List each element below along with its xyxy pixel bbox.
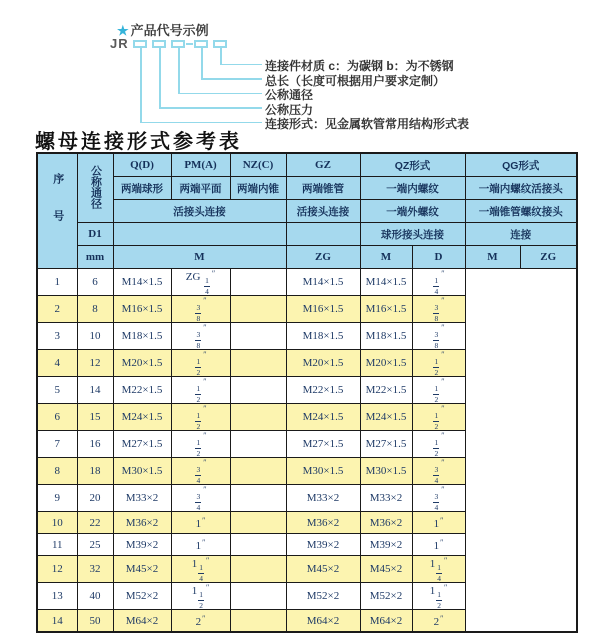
cell-qz-d: M52×2 (286, 583, 360, 610)
cell-zg: $\frac{3}{8}$ ″ (171, 296, 230, 323)
table-row (37, 583, 577, 610)
cell-qz-d: M36×2 (286, 512, 360, 534)
cell-mm: 25 (77, 534, 113, 556)
header-union-connection: 活接头连接 (113, 200, 286, 223)
table-row (37, 610, 577, 633)
connector-line (201, 78, 262, 80)
cell-m: M24×1.5 (113, 404, 171, 431)
cell-qg-m: M30×1.5 (360, 458, 412, 485)
cell-qz-m (230, 404, 286, 431)
cell-qz-d: M30×1.5 (286, 458, 360, 485)
cell-qz-d: M64×2 (286, 610, 360, 633)
cell-mm: 10 (77, 323, 113, 350)
header-gz-connection: 活接头连接 (286, 200, 360, 223)
cell-qg-m: M16×1.5 (360, 296, 412, 323)
table-row (37, 350, 577, 377)
cell-zg: 1 $\frac{1}{4}$ ″ (171, 556, 230, 583)
cell-no: 12 (37, 556, 77, 583)
cell-mm: 12 (77, 350, 113, 377)
cell-no: 3 (37, 323, 77, 350)
cell-m: M64×2 (113, 610, 171, 633)
cell-m: M16×1.5 (113, 296, 171, 323)
connector-line (159, 47, 161, 107)
cell-mm: 16 (77, 431, 113, 458)
cell-qz-d: M39×2 (286, 534, 360, 556)
header-qz-m: M (360, 246, 412, 269)
cell-no: 5 (37, 377, 77, 404)
table-row (37, 556, 577, 583)
cell-qz-d: M45×2 (286, 556, 360, 583)
connector-line (178, 47, 180, 93)
header-col-qz: QZ形式 (360, 153, 465, 177)
table-row (37, 377, 577, 404)
cell-qz-m (230, 296, 286, 323)
cell-no: 13 (37, 583, 77, 610)
cell-zg: $\frac{3}{4}$ ″ (171, 458, 230, 485)
header-qg-row3: 一端锥管螺纹接头 (465, 200, 577, 223)
cell-m: M52×2 (113, 583, 171, 610)
connector-line (140, 122, 262, 124)
header-qz-row2: 一端内螺纹 (360, 177, 465, 200)
cell-qz-m (230, 458, 286, 485)
cell-qg-m: M22×1.5 (360, 377, 412, 404)
cell-qg-zg: $\frac{3}{4}$ ″ (412, 458, 465, 485)
header-blank-1 (113, 223, 286, 246)
table-row (37, 296, 577, 323)
cell-qg-m: M45×2 (360, 556, 412, 583)
cell-mm: 14 (77, 377, 113, 404)
cell-m: M14×1.5 (113, 269, 171, 296)
cell-mm: 50 (77, 610, 113, 633)
cell-qz-d: M22×1.5 (286, 377, 360, 404)
header-d1: D1 (77, 223, 113, 246)
cell-qg-zg: 1 $\frac{1}{2}$ ″ (412, 583, 465, 610)
cell-zg: 1 $\frac{1}{2}$ ″ (171, 583, 230, 610)
cell-qg-m: M33×2 (360, 485, 412, 512)
cell-no: 6 (37, 404, 77, 431)
cell-qz-m (230, 485, 286, 512)
header-qg-row4: 连接 (465, 223, 577, 246)
cell-qg-m: M64×2 (360, 610, 412, 633)
cell-mm: 20 (77, 485, 113, 512)
cell-qg-zg: 1 $\frac{1}{4}$ ″ (412, 556, 465, 583)
diagram-label-4: 公称压力 (265, 102, 314, 117)
cell-qz-m (230, 556, 286, 583)
header-m-wide: M (113, 246, 286, 269)
cell-zg: $\frac{1}{2}$ ″ (171, 377, 230, 404)
cell-zg: $\frac{1}{2}$ ″ (171, 350, 230, 377)
cell-mm: 6 (77, 269, 113, 296)
cell-qg-m: M52×2 (360, 583, 412, 610)
cell-qg-m: M39×2 (360, 534, 412, 556)
cell-qg-m: M20×1.5 (360, 350, 412, 377)
cell-qg-m: M24×1.5 (360, 404, 412, 431)
cell-qz-d: M18×1.5 (286, 323, 360, 350)
cell-qg-m: M36×2 (360, 512, 412, 534)
cell-qg-m: M14×1.5 (360, 269, 412, 296)
cell-no: 9 (37, 485, 77, 512)
cell-m: M20×1.5 (113, 350, 171, 377)
diagram-label-3: 公称通径 (265, 88, 314, 102)
cell-qg-m: M27×1.5 (360, 431, 412, 458)
cell-qz-m (230, 610, 286, 633)
cell-mm: 32 (77, 556, 113, 583)
header-nz-desc: 两端内锥 (230, 177, 286, 200)
cell-qz-m (230, 377, 286, 404)
cell-qz-d: M20×1.5 (286, 350, 360, 377)
header-col-nz: NZ(C) (230, 153, 286, 177)
cell-qz-d: M33×2 (286, 485, 360, 512)
cell-no: 2 (37, 296, 77, 323)
cell-mm: 8 (77, 296, 113, 323)
header-mm: mm (77, 246, 113, 269)
cell-qz-m (230, 431, 286, 458)
table-title: 螺母连接形式参考表 (35, 129, 242, 153)
cell-mm: 18 (77, 458, 113, 485)
header-col-pm: PM(A) (171, 153, 230, 177)
cell-no: 7 (37, 431, 77, 458)
cell-qz-m (230, 583, 286, 610)
cell-zg: $\frac{1}{2}$ ″ (171, 431, 230, 458)
cell-qz-d: M16×1.5 (286, 296, 360, 323)
code-dash (186, 43, 193, 45)
table-header (37, 153, 577, 269)
cell-zg: 2″ (171, 610, 230, 633)
cell-qg-zg: $\frac{1}{2}$ ″ (412, 431, 465, 458)
cell-zg: $\frac{1}{2}$ ″ (171, 404, 230, 431)
cell-m: M27×1.5 (113, 431, 171, 458)
cell-zg: 1″ (171, 512, 230, 534)
diagram-label-5: 连接形式：见金属软管常用结构形式表 (265, 117, 470, 131)
table-row (37, 534, 577, 556)
header-col-qg: QG形式 (465, 153, 577, 177)
header-seq-text: 序号 (51, 172, 64, 247)
header-qg-row2: 一端内螺纹活接头 (465, 177, 577, 200)
product-code-heading-text: 产品代号示例 (130, 23, 209, 38)
cell-zg: 1″ (171, 534, 230, 556)
header-zg: ZG (286, 246, 360, 269)
cell-qg-zg: 2″ (412, 610, 465, 633)
cell-qz-m (230, 323, 286, 350)
connector-line (178, 93, 262, 95)
table-row (37, 404, 577, 431)
connector-line (220, 64, 262, 66)
cell-qg-zg: $\frac{3}{8}$ ″ (412, 323, 465, 350)
product-code-heading (117, 20, 209, 39)
connector-line (159, 107, 262, 109)
cell-m: M22×1.5 (113, 377, 171, 404)
cell-m: M45×2 (113, 556, 171, 583)
cell-qg-zg: $\frac{3}{8}$ ″ (412, 296, 465, 323)
header-qz-d: D (412, 246, 465, 269)
header-gz-desc: 两端锥管 (286, 177, 360, 200)
cell-qz-m (230, 269, 286, 296)
cell-m: M30×1.5 (113, 458, 171, 485)
header-qg-m: M (465, 246, 520, 269)
cell-m: M39×2 (113, 534, 171, 556)
connector-line (220, 47, 222, 64)
product-code-prefix: JR (110, 36, 129, 51)
cell-no: 4 (37, 350, 77, 377)
header-col-q: Q(D) (113, 153, 171, 177)
cell-qg-zg: 1″ (412, 512, 465, 534)
cell-m: M36×2 (113, 512, 171, 534)
cell-m: M18×1.5 (113, 323, 171, 350)
star-icon: ★ (117, 23, 129, 38)
header-qz-row3: 一端外螺纹 (360, 200, 465, 223)
table-row (37, 323, 577, 350)
connector-line (140, 47, 142, 122)
cell-zg: $\frac{3}{8}$ ″ (171, 323, 230, 350)
cell-zg: ZG $\frac{1}{4}$ ″ (171, 269, 230, 296)
connector-line (201, 47, 203, 78)
cell-qz-m (230, 512, 286, 534)
cell-no: 11 (37, 534, 77, 556)
diagram-label-1: 连接件材质 c：为碳钢 b：为不锈钢 (265, 59, 454, 73)
header-col-gz: GZ (286, 153, 360, 177)
cell-qz-d: M14×1.5 (286, 269, 360, 296)
table-row (37, 485, 577, 512)
table-row (37, 431, 577, 458)
cell-qg-zg: $\frac{3}{4}$ ″ (412, 485, 465, 512)
cell-zg: $\frac{3}{4}$ ″ (171, 485, 230, 512)
diagram-label-2: 总长（长度可根据用户要求定制） (265, 73, 446, 88)
cell-mm: 15 (77, 404, 113, 431)
cell-qz-m (230, 534, 286, 556)
header-nominal-diameter (77, 153, 113, 223)
header-seq (37, 153, 77, 269)
cell-no: 14 (37, 610, 77, 633)
cell-qg-m: M18×1.5 (360, 323, 412, 350)
cell-mm: 22 (77, 512, 113, 534)
cell-qz-d: M24×1.5 (286, 404, 360, 431)
cell-qz-m (230, 350, 286, 377)
header-qz-row4: 球形接头连接 (360, 223, 465, 246)
reference-table (36, 152, 578, 633)
cell-no: 10 (37, 512, 77, 534)
header-blank-2 (286, 223, 360, 246)
cell-mm: 40 (77, 583, 113, 610)
header-pm-desc: 两端平面 (171, 177, 230, 200)
cell-qg-zg: $\frac{1}{2}$ ″ (412, 350, 465, 377)
cell-qg-zg: $\frac{1}{2}$ ″ (412, 377, 465, 404)
header-qg-zg: ZG (520, 246, 577, 269)
cell-qg-zg: $\frac{1}{4}$ ″ (412, 269, 465, 296)
table-row (37, 512, 577, 534)
table-body (37, 269, 577, 633)
cell-qz-d: M27×1.5 (286, 431, 360, 458)
cell-m: M33×2 (113, 485, 171, 512)
cell-qg-zg: 1″ (412, 534, 465, 556)
table-row (37, 458, 577, 485)
cell-qg-zg: $\frac{1}{2}$ ″ (412, 404, 465, 431)
header-q-desc: 两端球形 (113, 177, 171, 200)
cell-no: 8 (37, 458, 77, 485)
header-nominal-diameter-text: 公称通径 (89, 164, 102, 209)
table-row (37, 269, 577, 296)
cell-no: 1 (37, 269, 77, 296)
